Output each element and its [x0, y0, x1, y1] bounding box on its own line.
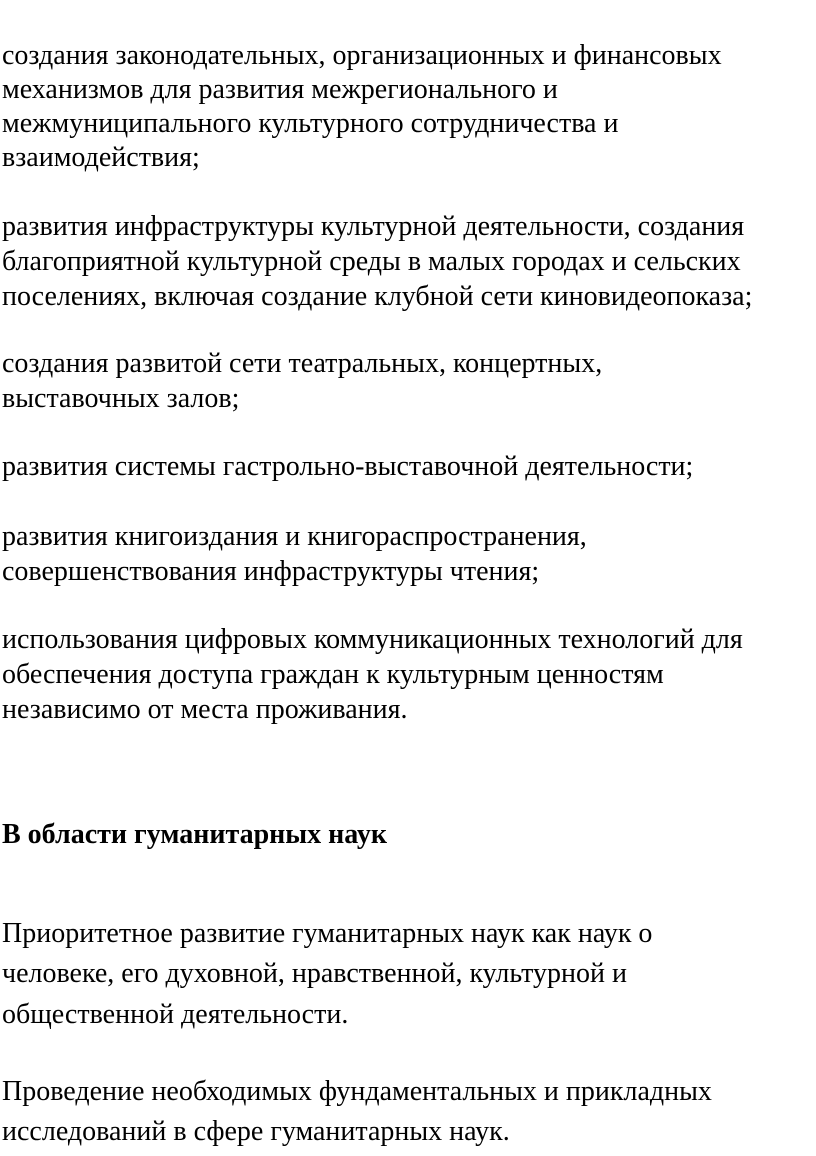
list-item-3-line-2: выставочных залов; — [2, 383, 240, 414]
list-item-2-line-1: развития инфраструктуры культурной деятельности, создания — [2, 211, 745, 242]
list-item-5-line-2: совершенствования инфраструктуры чтения; — [2, 556, 540, 587]
paragraph-1-line-1: Приоритетное развитие гуманитарных наук как наук о — [2, 918, 653, 949]
list-item-4-line-1: развития системы гастрольно-выставочной деятельности; — [2, 451, 694, 482]
list-item-6-line-1: использования цифровых коммуникационных технологий для — [2, 624, 743, 655]
list-item-2-line-2: благоприятной культурной среды в малых городах и сельских — [2, 246, 741, 277]
paragraph-2-line-2: исследований в сфере гуманитарных наук. — [2, 1116, 510, 1147]
list-item-1-line-4: взаимодействия; — [2, 142, 200, 173]
section-heading: В области гуманитарных наук — [2, 819, 387, 850]
paragraph-1-line-2: человеке, его духовной, нравственной, культурной и — [2, 958, 627, 989]
paragraph-2-line-1: Проведение необходимых фундаментальных и прикладных — [2, 1076, 712, 1107]
list-item-1-line-2: механизмов для развития межрегионального и — [2, 74, 558, 105]
list-item-3-line-1: создания развитой сети театральных, концертных, — [2, 348, 603, 379]
paragraph-1-line-3: общественной деятельности. — [2, 999, 349, 1030]
list-item-2-line-3: поселениях, включая создание клубной сети киновидеопоказа; — [2, 281, 753, 312]
list-item-1-line-3: межмуниципального культурного сотрудничества и — [2, 108, 619, 139]
list-item-6-line-2: обеспечения доступа граждан к культурным ценностям — [2, 659, 664, 690]
list-item-5-line-1: развития книгоиздания и книгораспространения, — [2, 521, 587, 552]
list-item-6-line-3: независимо от места проживания. — [2, 694, 408, 725]
list-item-1-line-1: создания законодательных, организационных и финансовых — [2, 40, 722, 71]
